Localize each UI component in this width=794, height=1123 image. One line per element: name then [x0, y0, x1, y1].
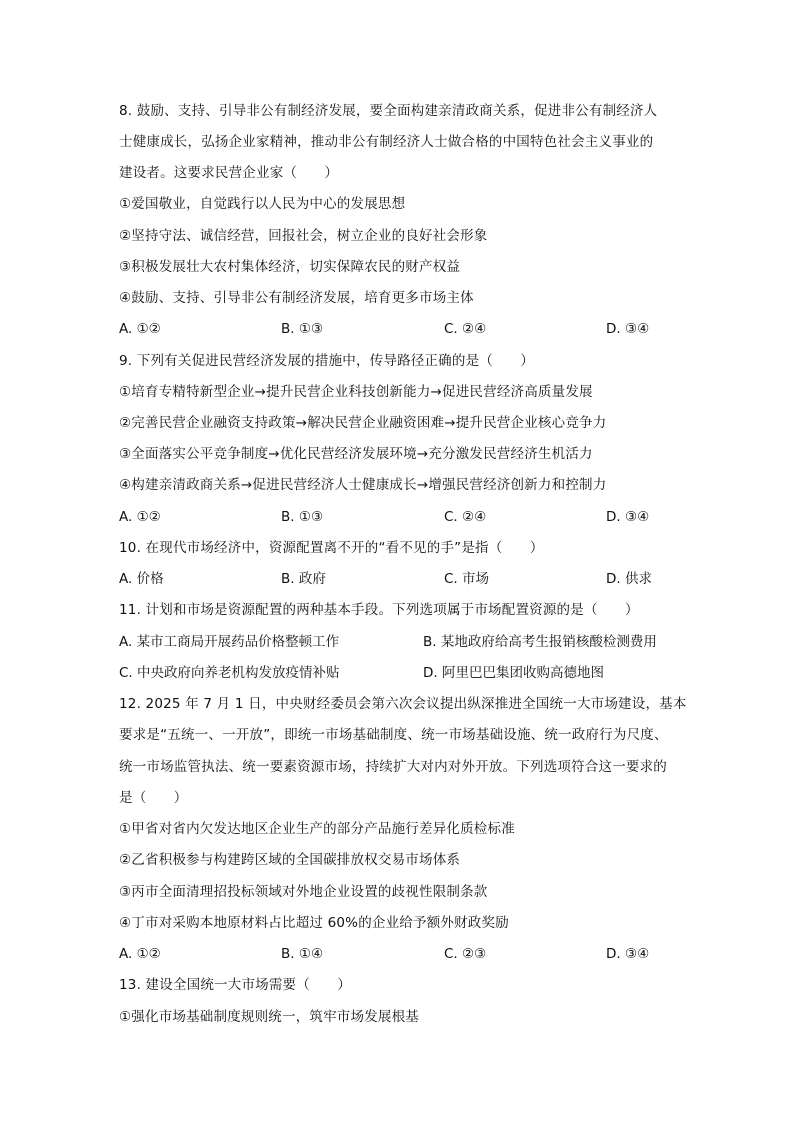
- q11-stem: 11. 计划和市场是资源配置的两种基本手段。下列选项属于市场配置资源的是（ ）: [119, 602, 639, 618]
- q9-option-a: A. ①②: [119, 509, 161, 525]
- q12-option-a: A. ①②: [119, 946, 161, 962]
- q10-option-c: C. 市场: [444, 571, 490, 587]
- q8-stem-line-2: 士健康成长，弘扬企业家精神，推动非公有制经济人士做合格的中国特色社会主义事业的: [119, 134, 654, 150]
- q12-stem-line-4: 是（ ）: [119, 790, 188, 806]
- q8-item-4: ④鼓励、支持、引导非公有制经济发展，培育更多市场主体: [119, 290, 474, 306]
- q12-option-d: D. ③④: [606, 946, 650, 962]
- q8-option-a: A. ①②: [119, 321, 161, 337]
- q12-item-4: ④丁市对采购本地原材料占比超过 60%的企业给予额外财政奖励: [119, 915, 509, 931]
- q9-item-1: ①培育专精特新型企业→提升民营企业科技创新能力→促进民营经济高质量发展: [119, 384, 593, 400]
- q12-item-1: ①甲省对省内欠发达地区企业生产的部分产品施行差异化质检标准: [119, 821, 515, 837]
- q9-option-c: C. ②④: [444, 509, 487, 525]
- q12-item-3: ③丙市全面清理招投标领域对外地企业设置的歧视性限制条款: [119, 884, 488, 900]
- q12-option-b: B. ①④: [281, 946, 324, 962]
- q10-option-b: B. 政府: [281, 571, 326, 587]
- q9-item-3: ③全面落实公平竞争制度→优化民营经济发展环境→充分激发民营经济生机活力: [119, 446, 593, 462]
- q13-stem: 13. 建设全国统一大市场需要（ ）: [119, 977, 352, 993]
- q8-option-b: B. ①③: [281, 321, 324, 337]
- q11-option-d: D. 阿里巴巴集团收购高德地图: [423, 665, 604, 681]
- q11-option-b: B. 某地政府给高考生报销核酸检测费用: [423, 634, 657, 650]
- q10-option-d: D. 供求: [606, 571, 652, 587]
- q9-item-2: ②完善民营企业融资支持政策→解决民营企业融资困难→提升民营企业核心竞争力: [119, 415, 607, 431]
- q9-item-4: ④构建亲清政商关系→促进民营经济人士健康成长→增强民营经济创新力和控制力: [119, 477, 607, 493]
- q9-option-b: B. ①③: [281, 509, 324, 525]
- q11-option-c: C. 中央政府向养老机构发放疫情补贴: [119, 665, 340, 681]
- q10-option-a: A. 价格: [119, 571, 164, 587]
- q12-stem-line-1: 12. 2025 年 7 月 1 日，中央财经委员会第六次会议提出纵深推进全国统一大市场建设，基本: [119, 696, 687, 712]
- q8-item-1: ①爱国敬业，自觉践行以人民为中心的发展思想: [119, 196, 406, 212]
- q12-stem-line-3: 统一市场监管执法、统一要素资源市场，持续扩大对内对外开放。下列选项符合这一要求的: [119, 759, 667, 775]
- q9-stem: 9. 下列有关促进民营经济发展的措施中，传导路径正确的是（ ）: [119, 353, 535, 369]
- q8-item-2: ②坚持守法、诚信经营，回报社会，树立企业的良好社会形象: [119, 228, 488, 244]
- q9-option-d: D. ③④: [606, 509, 650, 525]
- q13-item-1: ①强化市场基础制度规则统一，筑牢市场发展根基: [119, 1009, 420, 1025]
- q8-item-3: ③积极发展壮大农村集体经济，切实保障农民的财产权益: [119, 259, 461, 275]
- q8-option-d: D. ③④: [606, 321, 650, 337]
- q8-option-c: C. ②④: [444, 321, 487, 337]
- q12-item-2: ②乙省积极参与构建跨区域的全国碳排放权交易市场体系: [119, 852, 461, 868]
- q8-stem-line-1: 8. 鼓励、支持、引导非公有制经济发展，要全面构建亲清政商关系，促进非公有制经济人: [119, 103, 658, 119]
- q12-stem-line-2: 要求是“五统一、一开放”，即统一市场基础制度、统一市场基础设施、统一政府行为尺度、: [119, 727, 668, 743]
- q8-stem-line-3: 建设者。这要求民营企业家（ ）: [119, 165, 339, 181]
- q11-option-a: A. 某市工商局开展药品价格整顿工作: [119, 634, 340, 650]
- q10-stem: 10. 在现代市场经济中，资源配置离不开的“看不见的手”是指（ ）: [119, 540, 544, 556]
- q12-option-c: C. ②③: [444, 946, 487, 962]
